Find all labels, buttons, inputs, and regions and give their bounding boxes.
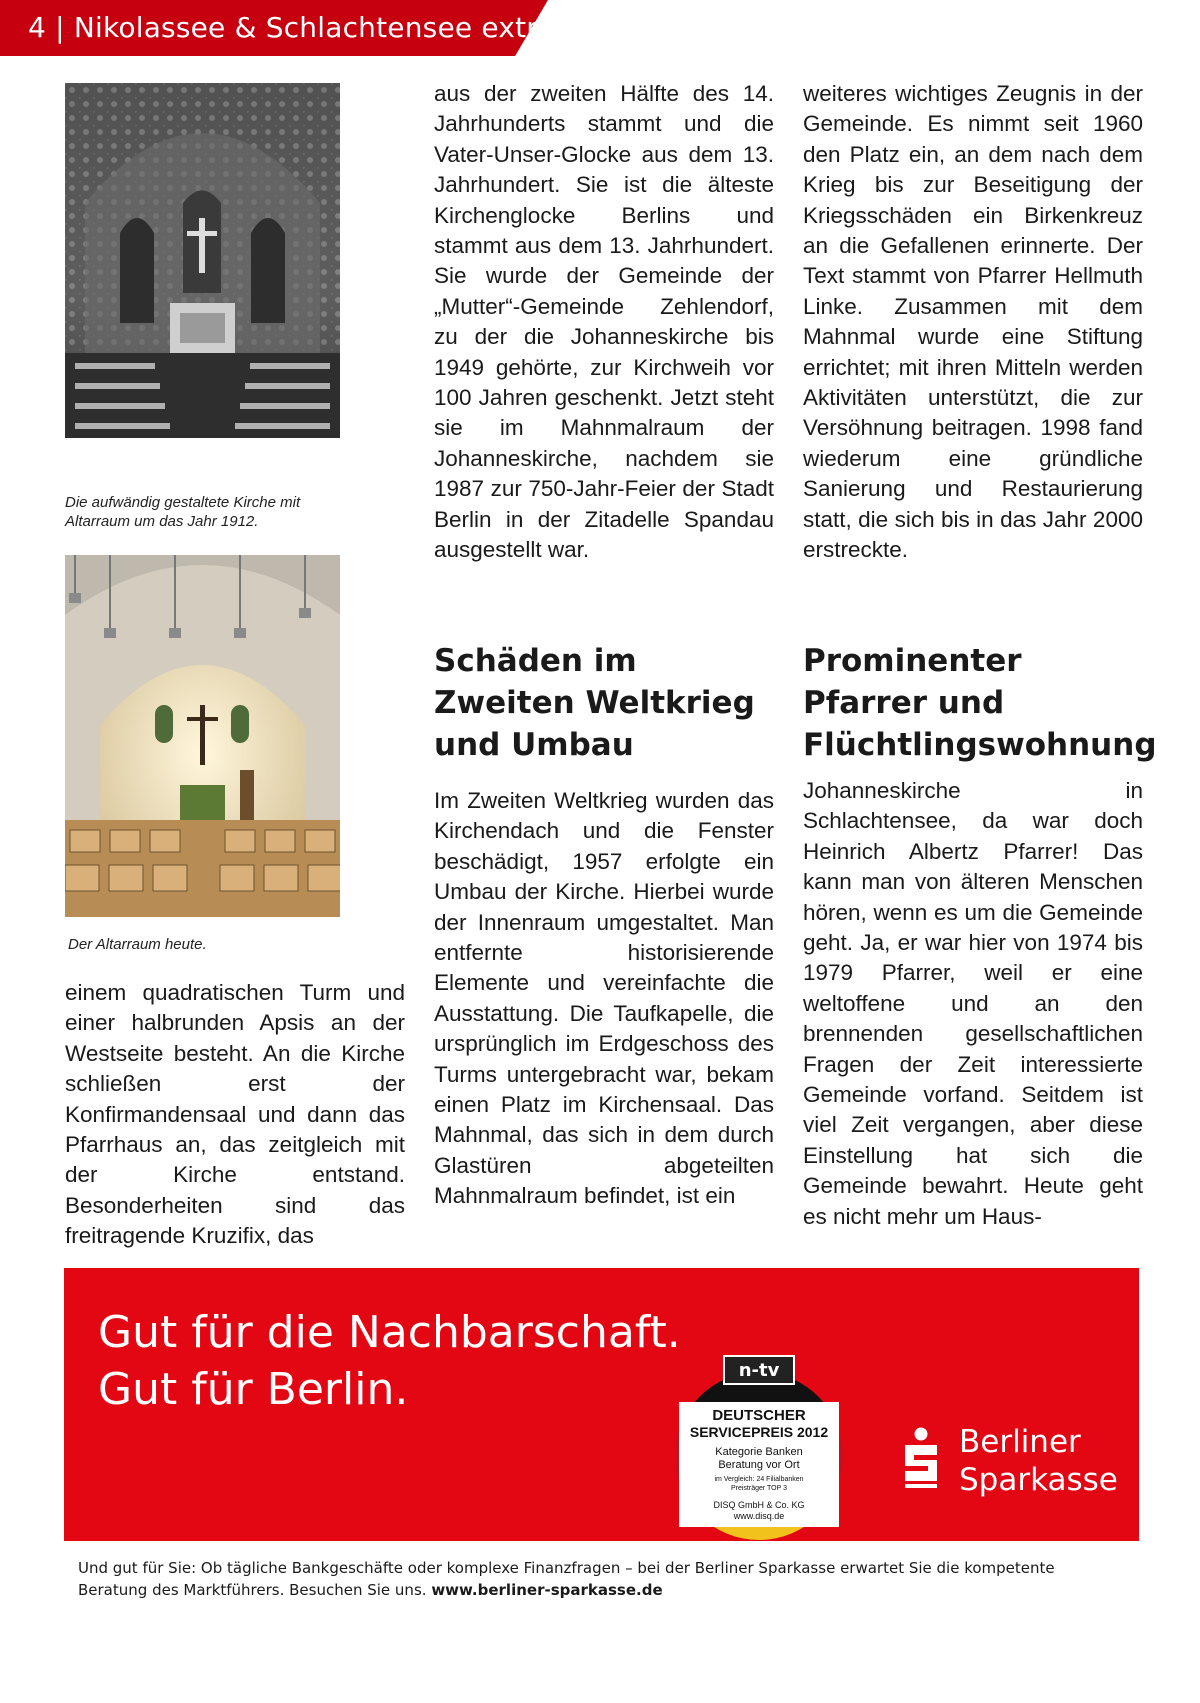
brand-name-line: Berliner — [959, 1424, 1081, 1460]
article-paragraph: einem quadratischen Turm und einer halbrunden Apsis an der Westseite besteht. An die Kirche schließen erst der Konfirmandensaal und dann das Pfarrhaus an, das zeitgleich mit der Kirche entstand. Besonderheiten sind das freitragende Kruzifix, das — [65, 980, 405, 1249]
section-heading: Schäden im Zweiten Weltkrieg und Umbau — [434, 643, 755, 763]
article-column-2 — [434, 79, 774, 566]
article-column-3 — [803, 79, 1143, 566]
ad-footer-text — [78, 1557, 1123, 1601]
seal-publisher-line: DISQ GmbH & Co. KG — [713, 1500, 805, 1510]
ad-headline — [98, 1304, 681, 1418]
service-award-seal — [674, 1342, 844, 1570]
seal-publisher-line: www.disq.de — [733, 1511, 785, 1521]
seal-title-line: SERVICEPREIS 2012 — [689, 1424, 829, 1440]
article-column-3-section — [803, 640, 1157, 1232]
page-header-title: 4 | Nikolassee & Schlachtensee extra — [28, 11, 556, 44]
article-paragraph: weiteres wichtiges Zeugnis in der Gemeinde. Es nimmt seit 1960 den Platz ein, an dem nach dem Krieg bis zur Beseitigung der Kriegsschäden ein Birkenkreuz an die Gefallenen erinnerte. Der Text stammt von Pfarrer Hellmuth Linke. Zusammen mit dem Mahnmal wurde eine Stiftung errichtet; mit ihren Mitteln werden Aktivitäten unterstützt, die zur Versöhnung beitragen. 1998 fand wiederum eine gründliche Sanierung und Restaurierung statt, die sich bis in das Jahr 2000 erstreckte. — [803, 81, 1143, 563]
article-column-1 — [65, 978, 405, 1252]
sparkasse-brand-name — [959, 1423, 1159, 1499]
brand-name-line: Sparkasse — [959, 1462, 1118, 1498]
ad-headline-line: Gut für die Nachbarschaft. — [98, 1307, 681, 1358]
article-paragraph: aus der zweiten Hälfte des 14. Jahrhunderts stammt und die Vater-Unser-Glocke aus dem 13. Jahrhundert. Sie ist die älteste Kirchenglocke Berlins und stammt aus dem 13. Jahrhundert. Sie wurde der Gemeinde der „Mutter“-Gemeinde Zehlendorf, zu der die Johanneskirche bis 1949 gehörte, zur Kirchweih vor 100 Jahren geschenkt. Jetzt steht sie im Mahnmalraum der Johanneskirche, nachdem sie 1987 zur 750-Jahr-Feier der Stadt Berlin in der Zitadelle Spandau ausgestellt war. — [434, 81, 774, 563]
modern-photo-caption: Der Altarraum heute. — [68, 936, 207, 953]
sparkasse-logo-icon — [899, 1427, 943, 1489]
ad-website-link[interactable]: www.berliner-sparkasse.de — [431, 1581, 663, 1599]
seal-brand: n-tv — [738, 1360, 780, 1381]
ad-headline-line: Gut für Berlin. — [98, 1364, 409, 1415]
modern-altar-photo — [65, 555, 340, 917]
historic-church-photo — [65, 83, 340, 438]
article-paragraph: Im Zweiten Weltkrieg wurden das Kirchendach und die Fenster beschädigt, 1957 erfolgte ein Umbau der Kirche. Hierbei wurde der Innenraum umgestaltet. Man entfernte historisierende Elemente und vereinfachte die Ausstattung. Die Taufkapelle, die ursprünglich im Erdgeschoss des Turms untergebracht war, bekam einen Platz im Kirchensaal. Das Mahnmal, das sich in dem durch Glastüren abgeteilten Mahnmalraum befindet, ist ein — [434, 788, 774, 1209]
seal-comparison-line: im Vergleich: 24 Filialbanken — [714, 1476, 804, 1483]
ad-footer — [64, 1541, 1139, 1626]
article-column-2-section — [434, 640, 774, 1212]
historic-photo-caption: Die aufwändig gestaltete Kirche mit Altarraum um das Jahr 1912. — [65, 494, 301, 530]
seal-comparison-line: Preisträger TOP 3 — [730, 1485, 788, 1492]
article-paragraph: Johanneskirche in Schlachtensee, da war doch Heinrich Albertz Pfarrer! Das kann man von älteren Menschen hören, wenn es um die Gemeinde geht. Ja, er war hier von 1974 bis 1979 Pfarrer, weil er eine weltoffene und an den brennenden gesellschaftlichen Fragen der Zeit interessierte Gemeinde vorfand. Seitdem ist viel Zeit vergangen, aber diese Einstellung hat sich die Gemeinde bewahrt. Heute geht es nicht mehr um Haus- — [803, 778, 1143, 1229]
seal-title-line: DEUTSCHER — [712, 1407, 806, 1424]
section-heading: Prominenter Pfarrer und Flüchtlingswohnung — [803, 643, 1157, 763]
ad-footer-copy: Und gut für Sie: Ob tägliche Bankgeschäfte oder komplexe Finanzfragen – bei der Berliner Sparkasse erwartet Sie die kompetente Beratung des Marktführers. Besuchen Sie uns. — [78, 1559, 1055, 1599]
seal-category-line: Kategorie Banken — [715, 1446, 803, 1458]
sparkasse-advertisement[interactable] — [64, 1268, 1139, 1626]
seal-category-line: Beratung vor Ort — [718, 1459, 800, 1471]
